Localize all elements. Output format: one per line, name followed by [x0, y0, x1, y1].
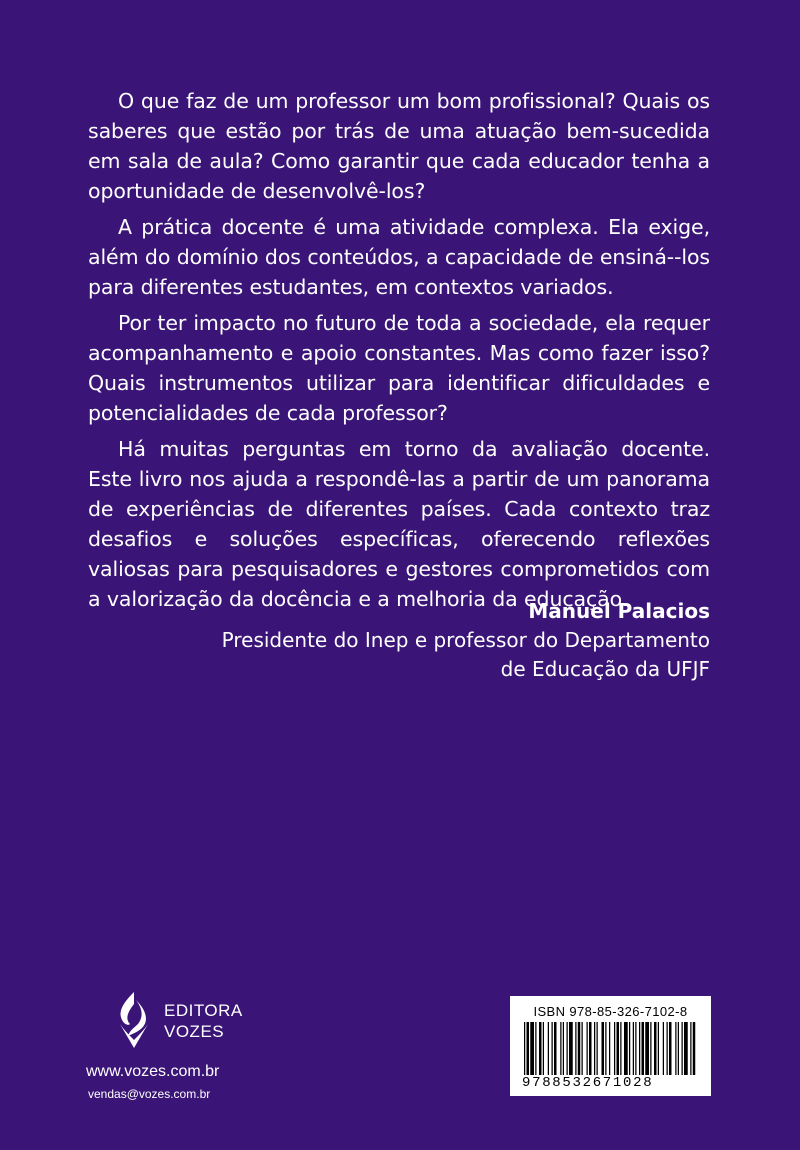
publisher-name: [164, 1000, 243, 1042]
flame-icon: [112, 990, 160, 1050]
blurb-paragraph-2: A prática docente é uma atividade complexa. Ela exige, além do domínio dos conteúdos, a capacidade de ensiná--los para diferentes estudantes, em contextos variados.: [88, 215, 710, 299]
author-role: Presidente do Inep e professor do Departamento de Educação da UFJF: [221, 628, 710, 681]
publisher-name-line2: VOZES: [164, 1022, 225, 1041]
email-link[interactable]: vendas@vozes.com.br: [88, 1087, 211, 1101]
website-link[interactable]: www.vozes.com.br: [86, 1063, 220, 1080]
author-name: Manuel Palacios: [528, 599, 710, 623]
blurb-paragraph-1: O que faz de um professor um bom profissional? Quais os saberes que estão por trás de uma atuação bem-sucedida em sala de aula? Como garantir que cada educador tenha a oportunidade de desenvolvê-los?: [88, 89, 710, 203]
barcode-digits: 9788532671028: [520, 1075, 707, 1091]
blurb-paragraph-3: Por ter impacto no futuro de toda a sociedade, ela requer acompanhamento e apoio constantes. Mas como fazer isso? Quais instrumentos utilizar para identificar dificuldades e potencialidades de cada professor?: [88, 311, 710, 425]
publisher-logo: [112, 990, 272, 1050]
isbn-label: ISBN 978-85-326-7102-8: [533, 1004, 688, 1019]
attribution: [200, 596, 710, 684]
blurb-paragraph-4: Há muitas perguntas em torno da avaliação docente. Este livro nos ajuda a respondê-las a partir de um panorama de experiências de diferentes países. Cada contexto traz desafios e soluções específicas, oferecendo reflexões valiosas para pesquisadores e gestores comprometidos com a valorização da docência e a melhoria da educação.: [88, 437, 710, 611]
blurb: [88, 86, 710, 620]
publisher-info: [86, 990, 286, 1110]
isbn-barcode: [510, 996, 711, 1096]
publisher-name-line1: EDITORA: [164, 1001, 243, 1020]
